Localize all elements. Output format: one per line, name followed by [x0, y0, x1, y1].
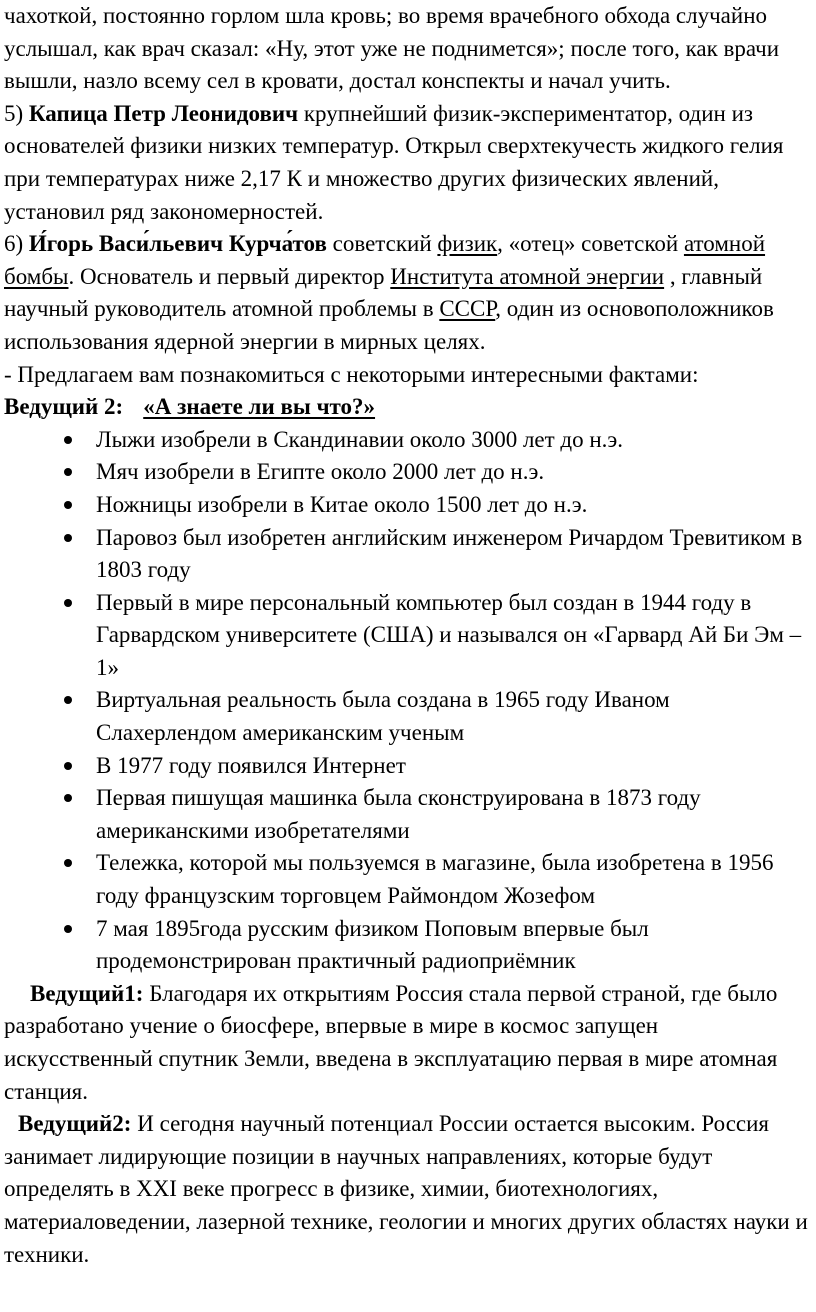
facts-list — [4, 424, 812, 978]
list-item: Виртуальная реальность была создана в 1965 году Иваном Слахерлендом американским ученым — [96, 684, 812, 749]
link-physicist[interactable]: физик — [437, 231, 498, 257]
scientist-kapitsa — [4, 98, 812, 228]
link-institute[interactable]: Института атомной энергии — [390, 263, 665, 289]
host-label: Ведущий2: — [18, 1111, 132, 1137]
host-text: Благодаря их открытиям Россия стала первой страной, где было разработано учение о биосфере, впервые в мире в космос запущен искусственный спутник Земли, введена в эксплуатацию первая в мире атомная станция. — [4, 980, 778, 1104]
scientist-kurchatov — [4, 228, 812, 358]
list-item: Лыжи изобрели в Скандинавии около 3000 лет до н.э. — [96, 424, 812, 457]
list-item: Паровоз был изобретен английским инженером Ричардом Тревитиком в 1803 году — [96, 522, 812, 587]
intro-paragraph: чахоткой, постоянно горлом шла кровь; во время врачебного обхода случайно услышал, как врач сказал: «Ну, этот уже не поднимется»; после того, как врачи вышли, назло всему сел в кровати, достал конспекты и начал учить. — [4, 3, 780, 94]
text-segment: . Основатель и первый директор — [68, 263, 391, 289]
host-text: И сегодня научный потенциал России остается высоким. Россия занимает лидирующие позиции в научных направлениях, которые будут определять в XXI веке прогресс в физике, химии, биотехнологиях, материаловедении, лазерной технике, геологии и многих других областях науки и техники. — [4, 1111, 808, 1267]
host2-paragraph — [4, 1108, 812, 1271]
list-item: Первая пишущая машинка была сконструирована в 1873 году американскими изобретателями — [96, 782, 812, 847]
link-ussr[interactable]: СССР — [439, 296, 496, 322]
text-segment: , один из основоположников использования ядерной энергии в мирных целях. — [4, 296, 774, 354]
host1-paragraph — [4, 978, 812, 1108]
scientist-name: И́горь Васи́льевич Курча́тов — [28, 231, 327, 257]
item-number: 6) — [4, 231, 24, 257]
item-number: 5) — [4, 100, 24, 126]
list-item: Ножницы изобрели в Китае около 1500 лет до н.э. — [96, 489, 812, 522]
list-item: Тележка, которой мы пользуемся в магазине, была изобретена в 1956 году французским торговцем Раймондом Жозефом — [96, 847, 812, 912]
list-item: 7 мая 1895года русским физиком Поповым впервые был продемонстрирован практичный радиоприёмник — [96, 913, 812, 978]
scientist-name: Капица Петр Леонидович — [28, 100, 299, 126]
list-item: Первый в мире персональный компьютер был создан в 1944 году в Гарвардском университете (США) и назывался он «Гарвард Ай Би Эм – 1» — [96, 587, 812, 685]
host2-heading — [4, 391, 812, 424]
section-title: «А знаете ли вы что?» — [143, 394, 376, 420]
facts-intro: - Предлагаем вам познакомиться с некоторыми интересными фактами: — [4, 361, 699, 387]
link-atomic-bomb[interactable]: атомной бомбы — [4, 231, 766, 289]
text-segment: советский — [326, 231, 438, 257]
list-item: Мяч изобрели в Египте около 2000 лет до н.э. — [96, 456, 812, 489]
list-item: В 1977 году появился Интернет — [96, 750, 812, 783]
text-segment: , главный научный руководитель атомной проблемы в — [4, 263, 763, 322]
host-label: Ведущий1: — [30, 980, 144, 1006]
host-label: Ведущий 2: — [4, 394, 124, 420]
text-segment: , «отец» советской — [497, 231, 684, 257]
scientist-description: крупнейший физик-экспериментатор, один из основателей физики низких температур. Открыл сверхтекучесть жидкого гелия при температурах ниже 2,17 К и множество других физических явлений, установил ряд закономерностей. — [4, 100, 784, 224]
